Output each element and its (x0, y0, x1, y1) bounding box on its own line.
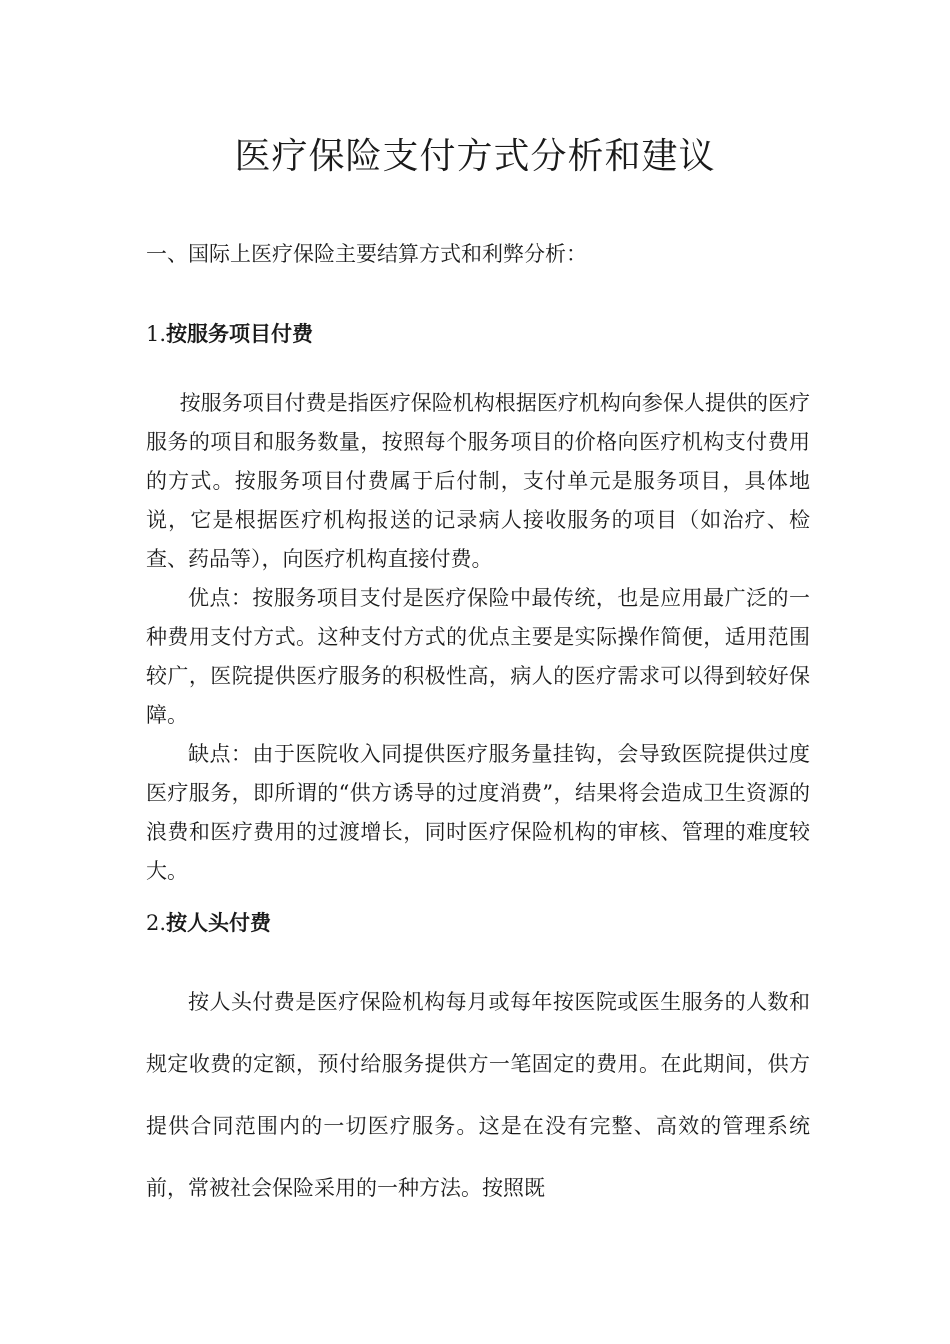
document-title: 医疗保险支付方式分析和建议 (234, 136, 716, 177)
subsection-body-1 (146, 384, 810, 891)
paragraph: 按服务项目付费是指医疗保险机构根据医疗机构向参保人提供的医疗服务的项目和服务数量，按照每个服务项目的价格向医疗机构支付费用的方式。按服务项目付费属于后付制，支付单元是服务项目，具体地说，它是根据医疗机构报送的记录病人接收服务的项目（如治疗、检查、药品等），向医疗机构直接付费。 (146, 391, 810, 571)
section-heading: 一、国际上医疗保险主要结算方式和利弊分析： (146, 242, 587, 266)
subsection-title: 按人头付费 (166, 911, 272, 935)
subsection-heading-2 (146, 907, 271, 939)
paragraph-disadvantages: 缺点：由于医院收入同提供医疗服务量挂钩，会导致医院提供过度医疗服务，即所谓的“供方诱导的过度消费”，结果将会造成卫生资源的浪费和医疗费用的过渡增长，同时医疗保险机构的审核、管理的难度较大。 (146, 742, 810, 883)
subsection-number: 1. (146, 322, 167, 346)
paragraph-advantages: 优点：按服务项目支付是医疗保险中最传统，也是应用最广泛的一种费用支付方式。这种支付方式的优点主要是实际操作简便，适用范围较广，医院提供医疗服务的积极性高，病人的医疗需求可以得到较好保障。 (146, 586, 810, 727)
subsection-number: 2. (146, 911, 167, 935)
paragraph: 按人头付费是医疗保险机构每月或每年按医院或医生服务的人数和规定收费的定额，预付给服务提供方一笔固定的费用。在此期间，供方提供合同范围内的一切医疗服务。这是在没有完整、高效的管理系统前，常被社会保险采用的一种方法。按照既 (146, 990, 810, 1200)
subsection-title: 按服务项目付费 (166, 322, 314, 346)
subsection-heading-1 (146, 318, 313, 350)
subsection-body-2 (146, 971, 810, 1219)
